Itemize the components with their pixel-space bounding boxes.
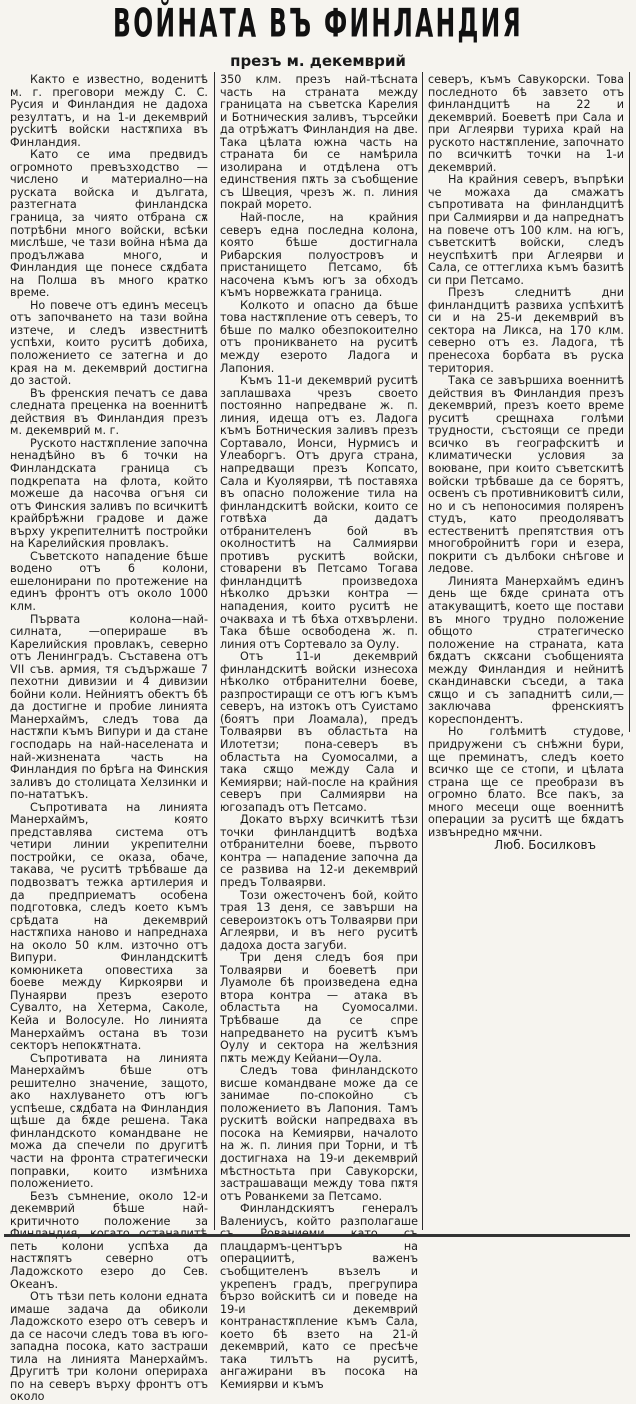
paragraph: Въ френския печатъ се дава следната преценка на военнитѣ действия въ Финландия презъ м. декемврий м. г. xyxy=(10,386,208,438)
paragraph: Три деня следъ боя при Толваярви и боеветѣ при Луамоле бѣ произведена една втора контра — атака въ областьта на Суомосалми. Трѣбваше да се спре напредването на руситѣ къмъ Оулу и сектора на желѣзния пѫть между Кейани—Оула. xyxy=(220,951,418,1065)
paragraph: Докато върху всичкитѣ тѣзи точки финландцитѣ водѣха отбранителни боеве, първото контра — нападение започна да се развива на 12-и декемврий предъ Толваярви. xyxy=(220,813,418,889)
paragraph: Следъ това финландското висше командване може да се занимае по-спокойно съ положението въ Лапония. Тамъ рускитѣ войски напредваха въ посока на Кемиярви, началото на ж. п. линия при Торни, и тѣ достигнаха на 19-и декемврий мѣстностьта при Савукорски, застрашаващи между това пѫтя отъ Рованкеми за Петсамо. xyxy=(220,1064,418,1203)
paragraph: Линията Манерхаймъ единъ день ще бѫде срината отъ атакуващитѣ, което ще постави въ много трудно положение общото стратегическо положение на страната, ката бѫдатъ скѫсани съобщенията между Финландия и нейнитѣ скандинавски съседи, а така сѫщо и съ западнитѣ сили,— заключава френскиятъ кореспондентъ. xyxy=(428,574,624,726)
column-divider xyxy=(214,72,215,1230)
paragraph: Съпротивата на линията Манерхаймъ бѣше отъ решително значение, защото, ако нахлуването отъ югъ успѣеше, сѫдбата на Финландия щѣше да бѫде решена. Така финландското командване не можа да спечели по другитѣ части на фронта стратегически поправки, които измѣниха положението. xyxy=(10,1051,208,1191)
article-column-1 xyxy=(10,73,208,1404)
paragraph: Първата колона—най-силната, —оперираше въ Карелийския провлакъ, северно отъ Ленинградъ. Съставена отъ VII съв. армия, тя съдържаше 7 пехотни дивизии и 4 дивизии бойни коли. Нейниятъ обектъ бѣ да достигне и пробие линията Манерхаймъ, следъ това да настѫпи къмъ Випури и да стане господарь на най-населената и най-жизнената часть на Финландия по брѣга на Финския заливъ до столицата Хелзинки и по-нататъкъ. xyxy=(10,612,208,802)
paragraph: Но голѣмитѣ студове, придружени съ снѣжни бури, ще преминатъ, следъ което всичко ще се стопи, и цѣлата страна ще се преобрази въ огромно блато. Все пакъ, за много месеци още военнитѣ операции за руситѣ ще бѫдатъ извънредно мѫчни. xyxy=(428,725,624,839)
subtitle: презъ м. декемврий xyxy=(230,52,406,70)
article-column-3 xyxy=(428,73,624,853)
bottom-divider xyxy=(4,1234,630,1237)
author-signature: Люб. Босилковъ xyxy=(494,838,596,853)
column-divider xyxy=(629,72,630,732)
paragraph: Най-после, на крайния северъ една последна колона, която бѣше достигнала Рибарския полуостровъ и пристанището Петсамо, бѣ насочена къмъ югъ за обходъ къмъ норвежката граница. xyxy=(220,211,418,300)
paragraph: Отъ тѣзи петь колони едната имаше задача да обиколи Ладожското езеро отъ северъ и да се насочи следъ това въ юго-западна посока, като застраши тила на линията Манерхаймъ. Другитѣ три колони оперираха по на северъ върху фронтъ отъ около xyxy=(10,1290,208,1404)
paragraph: Презъ следнитѣ дни финландцитѣ развиха успѣхитѣ си и на 25-и декемврий въ сектора на Ликса, на 170 клм. северно отъ ез. Ладога, тѣ пренесоха борбата въ руска територия. xyxy=(428,286,624,375)
paragraph: Колкото и опасно да бѣше това настѫпление отъ северъ, то бѣше по малко обезпокоително отъ проникването на руситѣ между езерото Ладога и Лапония. xyxy=(220,298,418,375)
paragraph: Този ожесточенъ бой, който трая 13 деня, се завърши на североизтокъ отъ Толваярви при Аглеярви, и въ него руситѣ дадоха доста загуби. xyxy=(220,888,418,952)
article-column-2 xyxy=(220,73,418,1391)
paragraph: Така се завършиха военнитѣ действия въ Финландия презъ декемврий, презъ което време руситѣ срещнаха голѣми трудности, състоящи се преди всичко въ географскитѣ и климатически условия за воюване, при които съветскитѣ войски трѣбваше да се борятъ, освенъ съ противниковитѣ сили, но и съ непоносимия поляренъ студъ, като преодоляватъ естественитѣ препятствия отъ многобройнитѣ гори и езера, покрити съ дълбоки снѣгове и ледове. xyxy=(428,374,624,576)
paragraph: На крайния северъ, въпрѣки че можаха да смажатъ съпротивата на финландцитѣ при Салмиярви и да напреднатъ на повече отъ 100 клм. на югъ, съветскитѣ войски, следъ неуспѣхитѣ при Аглеярви и Сала, се оттеглиха къмъ базитѣ си при Петсамо. xyxy=(428,173,624,287)
paragraph: северъ, къмъ Савукорски. Това последното бѣ завзето отъ финландцитѣ на 22 и декемврий. Боеветѣ при Сала и при Аглеярви туриха край на руското настѫпление, започнато по всичкитѣ точки на 1-и декемврий. xyxy=(428,73,624,174)
paragraph: Руското настѫпление започна ненадѣйно въ 6 точки на Финландската граница съ подкрепата на флота, който можеше да насочва огъня си отъ Финския заливъ по всичкитѣ крайбрѣжни градове и даже върху укрепителнитѣ постройки на Карелийския провлакъ. xyxy=(10,436,208,551)
column-divider xyxy=(422,72,423,1230)
headline: ВОЙНАТА ВЪ ФИНЛАНДИЯ xyxy=(113,1,523,47)
paragraph: Като се има предвидъ огромното превъзходство — числено и материално—на руската войска и дългата, разтегната финландска граница, за чиято отбрана сѫ потрѣбни много войски, всѣки мислѣше, че тази война нѣма да продължава много, и Финландия ще понесе сѫдбата на Полша въ много кратко време. xyxy=(10,148,208,300)
paragraph: Съветското нападение бѣше водено отъ 6 колони, ешелонирани по протежение на единъ фронтъ отъ около 1000 клм. xyxy=(10,549,208,613)
paragraph: Безъ съмнение, около 12-и декемврий бѣше най-критичното положение за петь колони успѣха да настѫпятъ северно отъ Ладожското езеро до Сев. Океанъ. xyxy=(10,1189,208,1291)
paragraph: Финландскиятъ генералъ Валениусъ, който разполагаше плацдармъ-центъръ на операциитѣ, важенъ съобщителенъ възелъ и укрепенъ градъ, прегрупира бързо войскитѣ си и поведе на 19-и декемврий контранастѫпление къмъ Сала, което бѣ взето на 21-й декемврий, като се пресѣче така тилътъ на руситѣ, ангажирани въ посока на Кемиярви и къмъ xyxy=(220,1202,418,1391)
paragraph: Отъ 11-и декемврий финландскитѣ войски изнесоха нѣколко отбранителни боеве, разпростиращи се отъ югъ къмъ северъ, на изтокъ отъ Суистамо (боятъ при Лоамала), предъ Толваярви въ областьта на Илотетзи; пона-северъ въ областьта на Суомосалми, а така сѫщо между Сала и Кемиярви; най-после на крайния северъ при Салмиярви на югозападъ отъ Петсамо. xyxy=(220,650,418,814)
paragraph: Къмъ 11-и декемврий руситѣ заплашваха чрезъ своето постоянно напредване ж. п. линия, идеща отъ ез. Ладога къмъ Ботническия заливъ презъ Сортавало, Ионси, Нурмисъ и Улеаборгъ. Отъ друга страна, напредващи презъ Копсато, Сала и Куоляярви, тѣ поставяха въ опасно положение тила на финландскитѣ войски, които се готвѣха да дадатъ отбранителенъ бой въ околноститѣ на Салмиярви противъ рускитѣ войски, стоварени въ Петсамо Тогава финландцитѣ произведоха нѣколко дръзки контра — нападения, които руситѣ не очакваха и тѣ бѣха отхвърлени. Така бѣше освободена ж. п. линия отъ Сортевало за Оулу. xyxy=(220,374,418,651)
paragraph: Съпротивата на линията Манерхаймъ, която представлява система отъ четири линии укрепителни постройки, се оказа, обаче, такава, че руситѣ трѣбваше да подвозватъ тежка артилерия и да предприематъ особена подготовка, следъ което къмъ срѣдата на декемврий настѫпиха наново и напреднаха на около 50 клм. източно отъ Випури. Финландскитѣ комюникета оповестиха за боеве между Киркоярви и Пунаярви презъ езерото Сувалто, на Хетерма, Саколе, Кейа и Волосуле. Но линията Манерхаймъ остана въ този секторъ непокѫтната. xyxy=(10,800,208,1053)
paragraph: Но повече отъ единъ месецъ отъ започването на тази война изтече, и следъ известнитѣ успѣхи, които руситѣ добиха, положението се затегна и до края на м. декемврий достигна до застой. xyxy=(10,298,208,388)
paragraph: Както е известно, воденитѣ м. г. преговори между С. С. Русия и Финландия не дадоха резултатъ, и на 1-и декемврий русkитѣ войски настѫпиха въ Финландия. xyxy=(10,73,208,149)
paragraph: 350 клм. презъ най-тѣсната часть на страната между границата на съветска Карелия и Ботническия заливъ, търсейки да отрѣжатъ Финландия на две. Така цѣлата южна часть на страната би се намѣрила изолирана и отдѣлена отъ единствения пѫть за съобщение съ Швеция, чрезъ ж. п. линия покрай морето. xyxy=(220,73,418,212)
